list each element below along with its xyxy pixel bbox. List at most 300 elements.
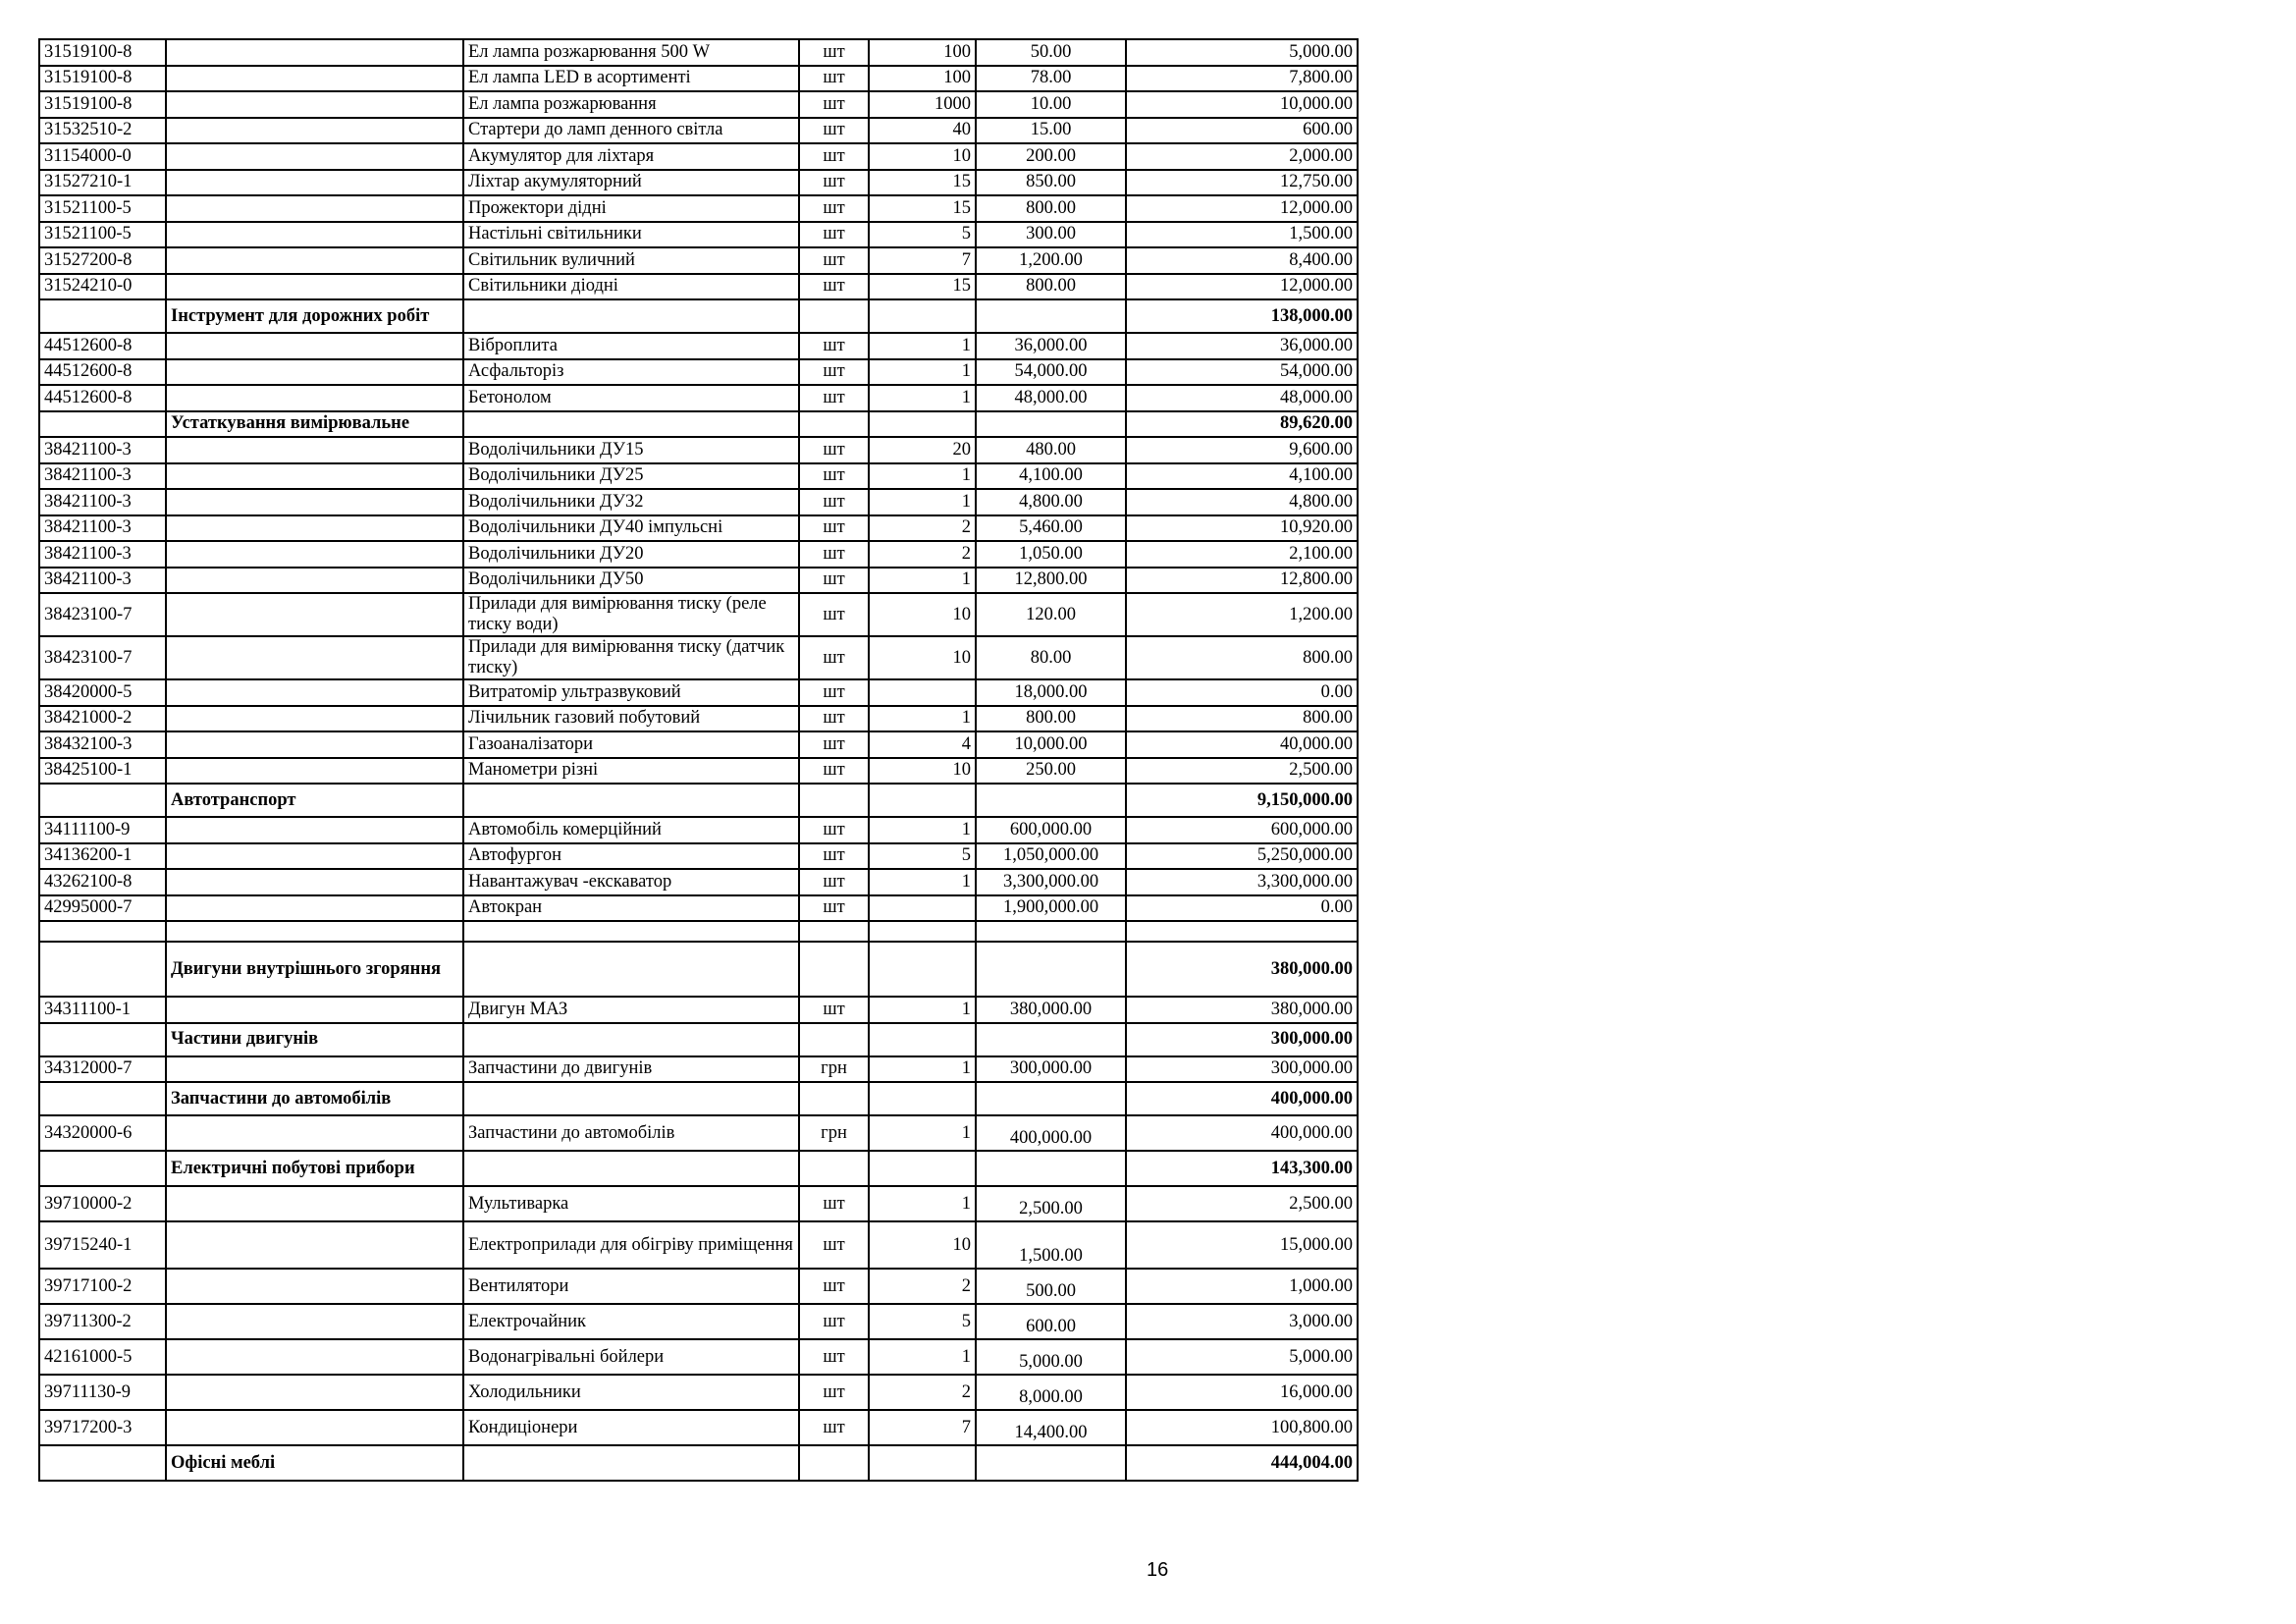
item-unit: шт <box>799 997 869 1023</box>
section-code <box>39 1082 166 1115</box>
item-price: 18,000.00 <box>976 679 1126 706</box>
table-row <box>39 66 1358 92</box>
item-name: Ліхтар акумуляторний <box>463 170 799 196</box>
item-code: 44512600-8 <box>39 385 166 411</box>
item-category <box>166 385 463 411</box>
item-sum: 54,000.00 <box>1126 359 1358 386</box>
item-code: 42995000-7 <box>39 895 166 922</box>
item-name: Запчастини до двигунів <box>463 1056 799 1083</box>
item-name: Автокран <box>463 895 799 922</box>
section-label: Устаткування вимірювальне <box>166 411 463 438</box>
item-category <box>166 1304 463 1339</box>
item-category <box>166 817 463 843</box>
item-sum: 600,000.00 <box>1126 817 1358 843</box>
item-category <box>166 758 463 785</box>
item-sum: 12,000.00 <box>1126 274 1358 300</box>
item-name: Навантажувач -екскаватор <box>463 869 799 895</box>
item-unit: шт <box>799 333 869 359</box>
item-code: 44512600-8 <box>39 359 166 386</box>
item-price: 3,300,000.00 <box>976 869 1126 895</box>
item-code: 38421100-3 <box>39 437 166 463</box>
item-category <box>166 1269 463 1304</box>
item-category <box>166 170 463 196</box>
item-quantity: 1 <box>869 1056 976 1083</box>
item-name: Манометри різні <box>463 758 799 785</box>
table-row <box>39 843 1358 870</box>
section-name <box>463 1151 799 1186</box>
item-category <box>166 359 463 386</box>
item-code: 31532510-2 <box>39 118 166 144</box>
table-row <box>39 758 1358 785</box>
table-row <box>39 463 1358 490</box>
item-name: Прожектори дідні <box>463 195 799 222</box>
item-category <box>166 143 463 170</box>
item-price: 1,900,000.00 <box>976 895 1126 922</box>
item-unit: шт <box>799 437 869 463</box>
item-sum: 1,200.00 <box>1126 593 1358 636</box>
item-price: 5,460.00 <box>976 515 1126 542</box>
table-row <box>39 247 1358 274</box>
item-unit: шт <box>799 489 869 515</box>
section-label: Електричні побутові прибори <box>166 1151 463 1186</box>
item-sum: 2,500.00 <box>1126 1186 1358 1221</box>
section-quantity <box>869 1082 976 1115</box>
empty-cell <box>1126 921 1358 942</box>
item-quantity: 1 <box>869 463 976 490</box>
item-category <box>166 39 463 66</box>
section-total: 143,300.00 <box>1126 1151 1358 1186</box>
item-category <box>166 1186 463 1221</box>
item-code: 39711300-2 <box>39 1304 166 1339</box>
item-sum: 9,600.00 <box>1126 437 1358 463</box>
item-price: 300,000.00 <box>976 1056 1126 1083</box>
item-sum: 1,500.00 <box>1126 222 1358 248</box>
item-sum: 10,000.00 <box>1126 91 1358 118</box>
section-row <box>39 411 1358 438</box>
item-quantity: 40 <box>869 118 976 144</box>
item-sum: 7,800.00 <box>1126 66 1358 92</box>
section-quantity <box>869 411 976 438</box>
empty-row <box>39 921 1358 942</box>
section-price <box>976 1151 1126 1186</box>
item-price: 5,000.00 <box>976 1339 1126 1375</box>
item-unit: шт <box>799 39 869 66</box>
item-name: Автомобіль комерційний <box>463 817 799 843</box>
section-price <box>976 942 1126 997</box>
item-quantity: 7 <box>869 247 976 274</box>
item-quantity <box>869 895 976 922</box>
item-sum: 16,000.00 <box>1126 1375 1358 1410</box>
item-name: Водолічильники ДУ15 <box>463 437 799 463</box>
item-sum: 36,000.00 <box>1126 333 1358 359</box>
item-price: 400,000.00 <box>976 1115 1126 1151</box>
item-category <box>166 274 463 300</box>
item-sum: 600.00 <box>1126 118 1358 144</box>
item-name: Електрочайник <box>463 1304 799 1339</box>
item-price: 12,800.00 <box>976 568 1126 594</box>
table-row <box>39 222 1358 248</box>
table-row <box>39 997 1358 1023</box>
empty-cell <box>166 921 463 942</box>
item-price: 380,000.00 <box>976 997 1126 1023</box>
item-price: 48,000.00 <box>976 385 1126 411</box>
item-sum: 15,000.00 <box>1126 1221 1358 1269</box>
table-row <box>39 515 1358 542</box>
item-unit: шт <box>799 143 869 170</box>
item-sum: 5,000.00 <box>1126 39 1358 66</box>
section-price <box>976 411 1126 438</box>
item-category <box>166 515 463 542</box>
section-total: 89,620.00 <box>1126 411 1358 438</box>
item-price: 80.00 <box>976 636 1126 679</box>
item-sum: 3,300,000.00 <box>1126 869 1358 895</box>
empty-cell <box>869 921 976 942</box>
item-quantity: 15 <box>869 195 976 222</box>
item-name: Водонагрівальні бойлери <box>463 1339 799 1375</box>
item-unit: шт <box>799 1221 869 1269</box>
item-category <box>166 489 463 515</box>
item-price: 800.00 <box>976 274 1126 300</box>
item-name: Водолічильники ДУ25 <box>463 463 799 490</box>
item-sum: 300,000.00 <box>1126 1056 1358 1083</box>
table-row <box>39 274 1358 300</box>
item-code: 39717100-2 <box>39 1269 166 1304</box>
item-unit: шт <box>799 843 869 870</box>
table-row <box>39 541 1358 568</box>
item-name: Асфальторіз <box>463 359 799 386</box>
empty-cell <box>799 921 869 942</box>
item-price: 8,000.00 <box>976 1375 1126 1410</box>
section-code <box>39 784 166 817</box>
section-name <box>463 1023 799 1056</box>
section-total: 300,000.00 <box>1126 1023 1358 1056</box>
item-quantity: 10 <box>869 1221 976 1269</box>
item-code: 31527210-1 <box>39 170 166 196</box>
item-price: 600,000.00 <box>976 817 1126 843</box>
item-price: 500.00 <box>976 1269 1126 1304</box>
section-unit <box>799 1023 869 1056</box>
item-unit: шт <box>799 568 869 594</box>
item-category <box>166 706 463 732</box>
item-name: Водолічильники ДУ20 <box>463 541 799 568</box>
section-name <box>463 784 799 817</box>
item-unit: шт <box>799 222 869 248</box>
item-quantity: 1 <box>869 489 976 515</box>
item-unit: шт <box>799 274 869 300</box>
section-name <box>463 411 799 438</box>
item-price: 300.00 <box>976 222 1126 248</box>
item-code: 31521100-5 <box>39 195 166 222</box>
empty-cell <box>39 921 166 942</box>
item-category <box>166 895 463 922</box>
item-unit: шт <box>799 1269 869 1304</box>
item-category <box>166 869 463 895</box>
item-unit: шт <box>799 195 869 222</box>
item-code: 38420000-5 <box>39 679 166 706</box>
item-code: 38421100-3 <box>39 541 166 568</box>
table-row <box>39 1221 1358 1269</box>
budget-table <box>38 38 1359 1482</box>
item-name: Електроприлади для обігріву приміщення <box>463 1221 799 1269</box>
item-name: Водолічильники ДУ50 <box>463 568 799 594</box>
item-quantity: 5 <box>869 222 976 248</box>
table-row <box>39 1269 1358 1304</box>
item-category <box>166 1115 463 1151</box>
item-sum: 0.00 <box>1126 679 1358 706</box>
item-quantity: 1 <box>869 869 976 895</box>
table-row <box>39 118 1358 144</box>
section-total: 444,004.00 <box>1126 1445 1358 1481</box>
item-category <box>166 731 463 758</box>
item-quantity: 2 <box>869 515 976 542</box>
item-code: 34320000-6 <box>39 1115 166 1151</box>
item-sum: 8,400.00 <box>1126 247 1358 274</box>
item-price: 200.00 <box>976 143 1126 170</box>
item-quantity: 7 <box>869 1410 976 1445</box>
item-quantity: 1 <box>869 1186 976 1221</box>
item-quantity: 10 <box>869 593 976 636</box>
item-quantity: 20 <box>869 437 976 463</box>
item-code: 43262100-8 <box>39 869 166 895</box>
item-quantity: 2 <box>869 1269 976 1304</box>
table-row <box>39 385 1358 411</box>
item-unit: шт <box>799 247 869 274</box>
item-name: Кондиціонери <box>463 1410 799 1445</box>
item-category <box>166 1221 463 1269</box>
item-quantity <box>869 679 976 706</box>
item-price: 4,800.00 <box>976 489 1126 515</box>
item-quantity: 1 <box>869 359 976 386</box>
item-sum: 1,000.00 <box>1126 1269 1358 1304</box>
item-quantity: 10 <box>869 143 976 170</box>
section-quantity <box>869 299 976 333</box>
item-quantity: 1000 <box>869 91 976 118</box>
item-name: Лічильник газовий побутовий <box>463 706 799 732</box>
item-sum: 2,000.00 <box>1126 143 1358 170</box>
budget-table-body <box>39 39 1358 1481</box>
item-category <box>166 222 463 248</box>
section-quantity <box>869 942 976 997</box>
item-price: 10,000.00 <box>976 731 1126 758</box>
item-sum: 4,100.00 <box>1126 463 1358 490</box>
section-label: Двигуни внутрішнього згоряння <box>166 942 463 997</box>
table-row <box>39 679 1358 706</box>
section-price <box>976 784 1126 817</box>
item-sum: 12,000.00 <box>1126 195 1358 222</box>
section-unit <box>799 299 869 333</box>
item-sum: 800.00 <box>1126 636 1358 679</box>
section-total: 380,000.00 <box>1126 942 1358 997</box>
item-sum: 10,920.00 <box>1126 515 1358 542</box>
section-unit <box>799 411 869 438</box>
item-code: 31154000-0 <box>39 143 166 170</box>
section-code <box>39 942 166 997</box>
item-name: Віброплита <box>463 333 799 359</box>
item-price: 850.00 <box>976 170 1126 196</box>
item-category <box>166 333 463 359</box>
section-label: Інструмент для дорожних робіт <box>166 299 463 333</box>
table-row <box>39 593 1358 636</box>
item-name: Двигун МАЗ <box>463 997 799 1023</box>
item-price: 250.00 <box>976 758 1126 785</box>
table-row <box>39 333 1358 359</box>
section-row <box>39 1082 1358 1115</box>
item-code: 34311100-1 <box>39 997 166 1023</box>
item-name: Запчастини до автомобілів <box>463 1115 799 1151</box>
item-code: 44512600-8 <box>39 333 166 359</box>
item-category <box>166 568 463 594</box>
item-name: Водолічильники ДУ32 <box>463 489 799 515</box>
item-name: Витратомір ультразвуковий <box>463 679 799 706</box>
item-quantity: 1 <box>869 997 976 1023</box>
section-quantity <box>869 1023 976 1056</box>
table-row <box>39 1410 1358 1445</box>
section-unit <box>799 1445 869 1481</box>
item-category <box>166 843 463 870</box>
item-price: 15.00 <box>976 118 1126 144</box>
section-unit <box>799 784 869 817</box>
table-row <box>39 1115 1358 1151</box>
section-row <box>39 942 1358 997</box>
section-price <box>976 1023 1126 1056</box>
item-unit: грн <box>799 1056 869 1083</box>
item-unit: шт <box>799 1304 869 1339</box>
section-quantity <box>869 1151 976 1186</box>
item-quantity: 1 <box>869 706 976 732</box>
table-row <box>39 170 1358 196</box>
item-quantity: 15 <box>869 274 976 300</box>
item-quantity: 2 <box>869 541 976 568</box>
item-unit: шт <box>799 1339 869 1375</box>
section-price <box>976 1082 1126 1115</box>
item-unit: шт <box>799 679 869 706</box>
item-quantity: 100 <box>869 66 976 92</box>
item-price: 1,200.00 <box>976 247 1126 274</box>
item-price: 480.00 <box>976 437 1126 463</box>
item-quantity: 1 <box>869 1115 976 1151</box>
item-unit: шт <box>799 731 869 758</box>
section-unit <box>799 1082 869 1115</box>
item-unit: шт <box>799 541 869 568</box>
item-quantity: 5 <box>869 843 976 870</box>
page-number: 16 <box>1147 1559 1169 1581</box>
item-category <box>166 541 463 568</box>
item-code: 38421100-3 <box>39 568 166 594</box>
item-price: 10.00 <box>976 91 1126 118</box>
item-unit: шт <box>799 170 869 196</box>
table-row <box>39 1339 1358 1375</box>
table-row <box>39 636 1358 679</box>
item-sum: 12,750.00 <box>1126 170 1358 196</box>
item-unit: шт <box>799 91 869 118</box>
table-row <box>39 39 1358 66</box>
section-label: Запчастини до автомобілів <box>166 1082 463 1115</box>
item-code: 38421100-3 <box>39 489 166 515</box>
item-name: Світильник вуличний <box>463 247 799 274</box>
item-unit: шт <box>799 817 869 843</box>
item-code: 38423100-7 <box>39 636 166 679</box>
item-quantity: 100 <box>869 39 976 66</box>
item-code: 31519100-8 <box>39 66 166 92</box>
item-name: Ел лампа розжарювання 500 W <box>463 39 799 66</box>
item-unit: шт <box>799 758 869 785</box>
table-row <box>39 568 1358 594</box>
item-price: 2,500.00 <box>976 1186 1126 1221</box>
item-category <box>166 463 463 490</box>
item-code: 34312000-7 <box>39 1056 166 1083</box>
item-category <box>166 636 463 679</box>
item-unit: шт <box>799 463 869 490</box>
item-quantity: 4 <box>869 731 976 758</box>
section-code <box>39 1151 166 1186</box>
item-unit: грн <box>799 1115 869 1151</box>
item-quantity: 1 <box>869 385 976 411</box>
table-row <box>39 731 1358 758</box>
item-unit: шт <box>799 636 869 679</box>
item-price: 4,100.00 <box>976 463 1126 490</box>
section-quantity <box>869 1445 976 1481</box>
table-row <box>39 817 1358 843</box>
table-row <box>39 706 1358 732</box>
item-category <box>166 247 463 274</box>
empty-cell <box>976 921 1126 942</box>
item-price: 800.00 <box>976 706 1126 732</box>
item-price: 1,050.00 <box>976 541 1126 568</box>
table-row <box>39 869 1358 895</box>
table-row <box>39 143 1358 170</box>
section-row <box>39 784 1358 817</box>
item-category <box>166 66 463 92</box>
section-name <box>463 1445 799 1481</box>
item-name: Бетонолом <box>463 385 799 411</box>
item-sum: 12,800.00 <box>1126 568 1358 594</box>
item-quantity: 1 <box>869 568 976 594</box>
item-code: 39717200-3 <box>39 1410 166 1445</box>
item-sum: 4,800.00 <box>1126 489 1358 515</box>
table-row <box>39 437 1358 463</box>
item-quantity: 2 <box>869 1375 976 1410</box>
item-unit: шт <box>799 706 869 732</box>
item-code: 34111100-9 <box>39 817 166 843</box>
section-total: 400,000.00 <box>1126 1082 1358 1115</box>
item-price: 36,000.00 <box>976 333 1126 359</box>
item-unit: шт <box>799 593 869 636</box>
item-code: 31521100-5 <box>39 222 166 248</box>
item-category <box>166 593 463 636</box>
item-unit: шт <box>799 869 869 895</box>
item-name: Вентилятори <box>463 1269 799 1304</box>
item-category <box>166 997 463 1023</box>
item-sum: 0.00 <box>1126 895 1358 922</box>
item-sum: 5,250,000.00 <box>1126 843 1358 870</box>
item-name: Настільні світильники <box>463 222 799 248</box>
item-name: Мультиварка <box>463 1186 799 1221</box>
item-sum: 48,000.00 <box>1126 385 1358 411</box>
item-unit: шт <box>799 1375 869 1410</box>
table-row <box>39 1186 1358 1221</box>
item-price: 14,400.00 <box>976 1410 1126 1445</box>
item-category <box>166 679 463 706</box>
item-name: Світильники діодні <box>463 274 799 300</box>
item-name: Ел лампа розжарювання <box>463 91 799 118</box>
item-unit: шт <box>799 359 869 386</box>
item-price: 50.00 <box>976 39 1126 66</box>
item-category <box>166 1375 463 1410</box>
item-price: 120.00 <box>976 593 1126 636</box>
item-price: 78.00 <box>976 66 1126 92</box>
item-category <box>166 91 463 118</box>
item-code: 31519100-8 <box>39 39 166 66</box>
